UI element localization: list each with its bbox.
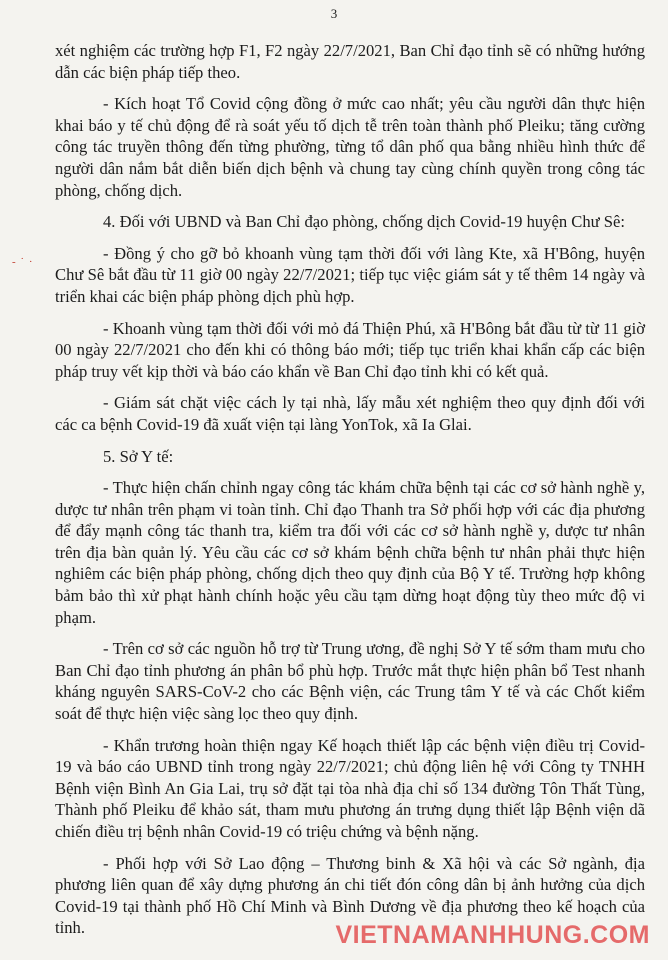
- site-watermark: VIETNAMANHHUNG.COM: [335, 921, 650, 949]
- section-heading-chu-se: 4. Đối với UBND và Ban Chỉ đạo phòng, chống dịch Covid-19 huyện Chư Sê:: [103, 212, 625, 232]
- stray-ink-mark: - ˙ ·: [12, 256, 34, 268]
- page-number: 3: [330, 6, 338, 21]
- paragraph-test-allocation: - Trên cơ sở các nguồn hỗ trợ từ Trung ương, đề nghị Sở Y tế sớm tham mưu cho Ban Chỉ đạo tỉnh phương án phân bổ phù hợp. Trước mắt thực hiện phân bổ Test nhanh kháng nguyên SARS-CoV-2 cho các Bệnh viện, các Trung tâm Y tế và các Chốt kiểm soát để thực hiện việc sàng lọc theo quy định.: [55, 639, 645, 724]
- paragraph-lockdown-thien-phu: - Khoanh vùng tạm thời đối với mỏ đá Thiện Phú, xã H'Bông bắt đầu từ từ 11 giờ 00 ngày 22/7/2021 cho đến khi có thông báo mới; tiếp tục triển khai khẩn cấp các biện pháp truy vết kịp thời và báo cáo khẩn về Ban Chỉ đạo tỉnh khi có kết quả.: [55, 318, 645, 381]
- paragraph-continuation: xét nghiệm các trường hợp F1, F2 ngày 22/7/2021, Ban Chỉ đạo tỉnh sẽ có những hướng dẫn các biện pháp tiếp theo.: [55, 41, 645, 82]
- paragraph-field-hospital: - Khẩn trương hoàn thiện ngay Kế hoạch thiết lập các bệnh viện điều trị Covid-19 và báo cáo UBND tỉnh trong ngày 22/7/2021; chủ động liên hệ với Công ty TNHH Bệnh viện Bình An Gia Lai, trụ sở đặt tại tòa nhà địa chỉ số 134 đường Tôn Thất Tùng, Thành phố Pleiku để khảo sát, tham mưu phương án trưng dụng thiết lập Bệnh viện dã chiến điều trị bệnh nhân Covid-19 có triệu chứng và bệnh nặng.: [55, 735, 645, 841]
- document-body: [55, 40, 645, 949]
- paragraph-home-isolation: - Giám sát chặt việc cách ly tại nhà, lấy mẫu xét nghiệm theo quy định đối với các ca bệnh Covid-19 đã xuất viện tại làng YonTok, xã Ia Glai.: [55, 393, 645, 434]
- paragraph-covid-community-team: - Kích hoạt Tổ Covid cộng đồng ở mức cao nhất; yêu cầu người dân thực hiện khai báo y tế chủ động để rà soát yếu tố dịch tễ trên toàn thành phố Pleiku; tăng cường công tác truyền thông đến từng phường, từng tổ dân phố qua bằng nhiều hình thức để người dân nắm bắt diễn biến dịch bệnh và chung tay cùng chính quyền trong công tác phòng, chống dịch.: [55, 94, 645, 200]
- paragraph-lift-lockdown-kte: - Đồng ý cho gỡ bỏ khoanh vùng tạm thời đối với làng Kte, xã H'Bông, huyện Chư Sê bắt đầu từ 11 giờ 00 ngày 22/7/2021; tiếp tục việc giám sát y tế thêm 14 ngày và triển khai các biện pháp phòng dịch phù hợp.: [55, 243, 645, 306]
- paragraph-citizen-return: - Phối hợp với Sở Lao động – Thương binh & Xã hội và các Sở ngành, địa phương liên quan để xây dựng phương án chi tiết đón công dân bị ảnh hưởng của dịch Covid-19 tại thành phố Hồ Chí Minh và Bình Dương về địa phương theo kế hoạch của tỉnh.: [55, 853, 645, 938]
- section-heading-health-dept: 5. Sở Y tế:: [103, 446, 174, 466]
- paragraph-private-clinics: - Thực hiện chấn chỉnh ngay công tác khám chữa bệnh tại các cơ sở hành nghề y, dược tư nhân trên phạm vi toàn tỉnh. Chỉ đạo Thanh tra Sở phối hợp với các địa phương để đẩy mạnh công tác thanh tra, kiểm tra đối với các cơ sở hành nghề y, dược tư nhân trên địa bàn quản lý. Yêu cầu các cơ sở khám bệnh chữa bệnh tư nhân phải thực hiện nghiêm các biện pháp phòng, chống dịch theo quy định của Bộ Y tế. Trường hợp không bảm bảo thì xử phạt hành chính hoặc yêu cầu tạm dừng hoạt động tùy theo mức độ vi phạm.: [55, 478, 645, 627]
